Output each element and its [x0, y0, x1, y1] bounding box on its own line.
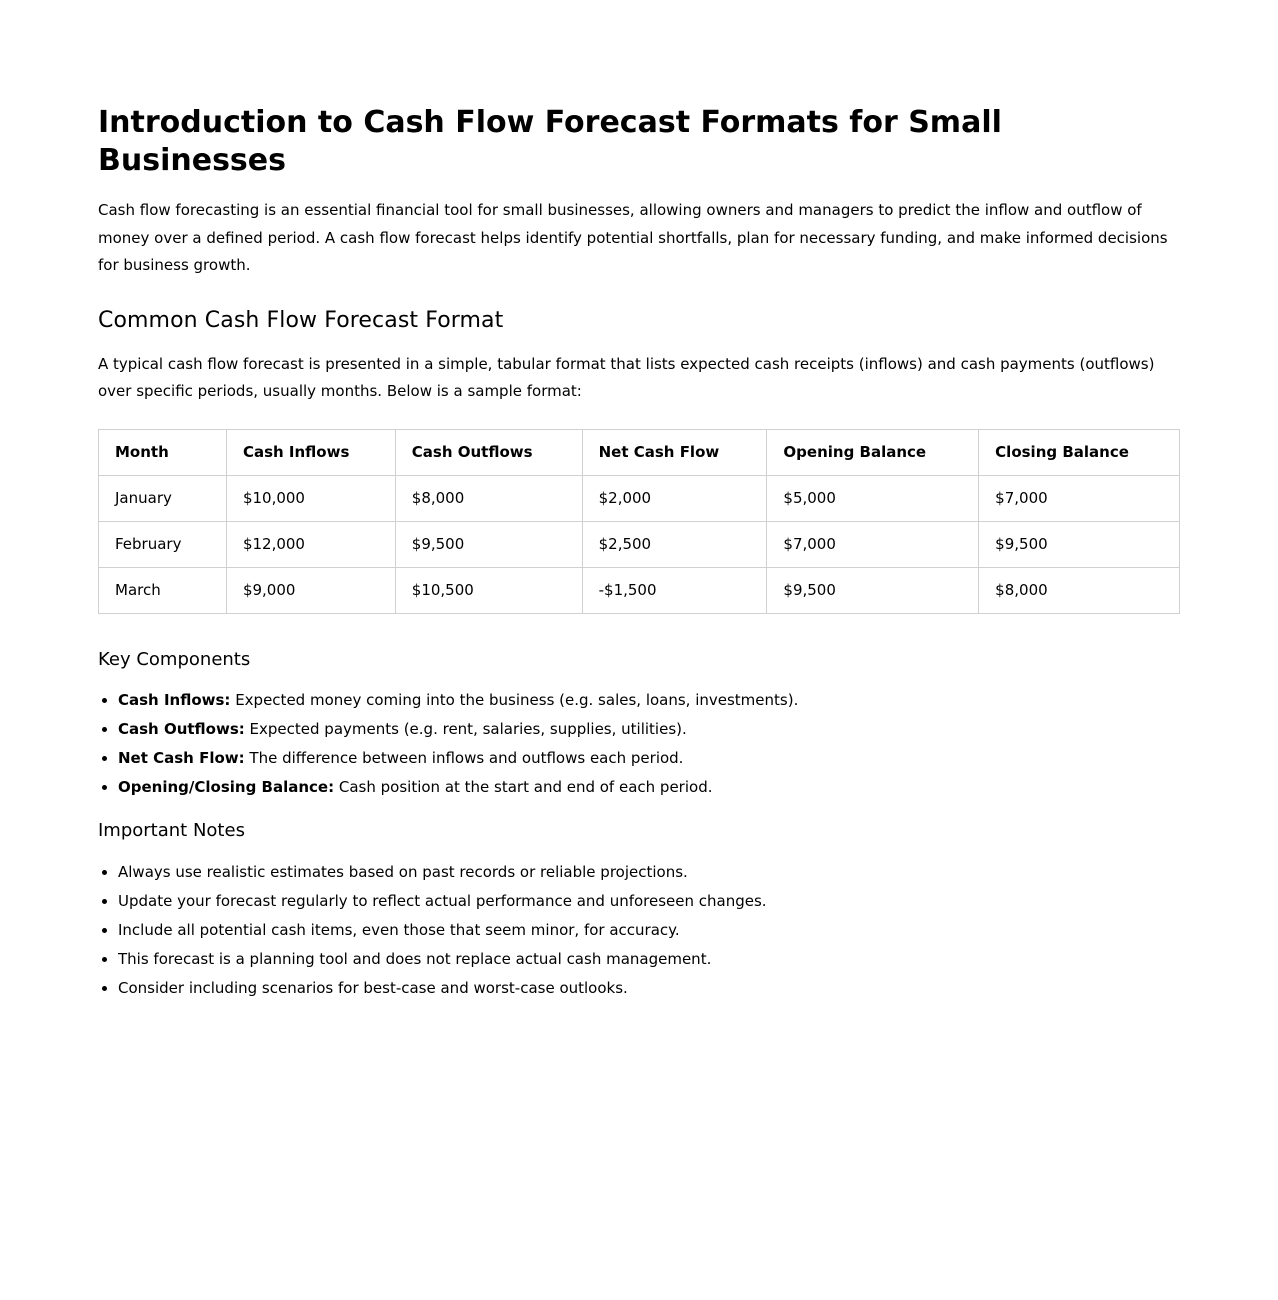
table-row: [99, 521, 1180, 567]
table-cell: $5,000: [767, 475, 979, 521]
table-cell: $8,000: [979, 567, 1180, 613]
list-item: • This forecast is a planning tool and does not replace actual cash management.: [118, 945, 1180, 974]
list-item: • Always use realistic estimates based on past records or reliable projections.: [118, 858, 1180, 887]
header-net-cash-flow: Net Cash Flow: [582, 429, 767, 475]
important-notes-list: [98, 858, 1180, 1003]
list-item-text: The difference between inflows and outflows each period.: [244, 748, 684, 767]
table-cell: $2,500: [582, 521, 767, 567]
table-cell: $9,500: [979, 521, 1180, 567]
list-item-term: Cash Outflows:: [118, 719, 245, 738]
table-cell: $7,000: [767, 521, 979, 567]
intro-paragraph: Cash flow forecasting is an essential financial tool for small businesses, allowing owners and managers to predict the inflow and outflow of money over a defined period. A cash flow forecast helps identify potential shortfalls, plan for necessary funding, and make informed decisions for business growth.: [98, 201, 1168, 274]
list-item-text: Expected money coming into the business (e.g. sales, loans, investments).: [230, 690, 799, 709]
table-cell: $9,000: [226, 567, 395, 613]
cash-flow-table: [98, 429, 1180, 614]
list-item: [118, 773, 1180, 802]
list-item-term: Cash Inflows:: [118, 690, 231, 709]
table-cell: January: [99, 475, 227, 521]
section-heading: Common Cash Flow Forecast Format: [98, 307, 504, 333]
header-cash-outflows: Cash Outflows: [395, 429, 582, 475]
list-item-term: Opening/Closing Balance:: [118, 777, 335, 796]
list-item-text: Expected payments (e.g. rent, salaries, supplies, utilities).: [244, 719, 687, 738]
key-components-heading: Key Components: [98, 648, 251, 670]
list-item: [118, 744, 1180, 773]
page-title: Introduction to Cash Flow Forecast Formats for Small Businesses: [98, 105, 1002, 178]
table-header-row: [99, 429, 1180, 475]
list-item-term: Net Cash Flow:: [118, 748, 245, 767]
section-paragraph: A typical cash flow forecast is presented in a simple, tabular format that lists expected cash receipts (inflows) and cash payments (outflows) over specific periods, usually months. Below is a sample format:: [98, 354, 1155, 400]
list-item: • Consider including scenarios for best-case and worst-case outlooks.: [118, 974, 1180, 1003]
key-components-list: [98, 686, 1180, 802]
list-item-text: Cash position at the start and end of each period.: [334, 777, 713, 796]
table-cell: $9,500: [767, 567, 979, 613]
table-cell: -$1,500: [582, 567, 767, 613]
table-cell: $8,000: [395, 475, 582, 521]
table-row: [99, 567, 1180, 613]
table-row: [99, 475, 1180, 521]
table-cell: $12,000: [226, 521, 395, 567]
table-cell: March: [99, 567, 227, 613]
header-month: Month: [99, 429, 227, 475]
list-item: • Update your forecast regularly to reflect actual performance and unforeseen changes.: [118, 887, 1180, 916]
table-cell: February: [99, 521, 227, 567]
list-item: • Include all potential cash items, even those that seem minor, for accuracy.: [118, 916, 1180, 945]
header-opening-balance: Opening Balance: [767, 429, 979, 475]
list-item: [118, 715, 1180, 744]
table-cell: $7,000: [979, 475, 1180, 521]
table-cell: $10,000: [226, 475, 395, 521]
header-closing-balance: Closing Balance: [979, 429, 1180, 475]
list-item: [118, 686, 1180, 715]
table-cell: $10,500: [395, 567, 582, 613]
header-cash-inflows: Cash Inflows: [226, 429, 395, 475]
table-cell: $9,500: [395, 521, 582, 567]
important-notes-heading: Important Notes: [98, 819, 245, 841]
table-cell: $2,000: [582, 475, 767, 521]
